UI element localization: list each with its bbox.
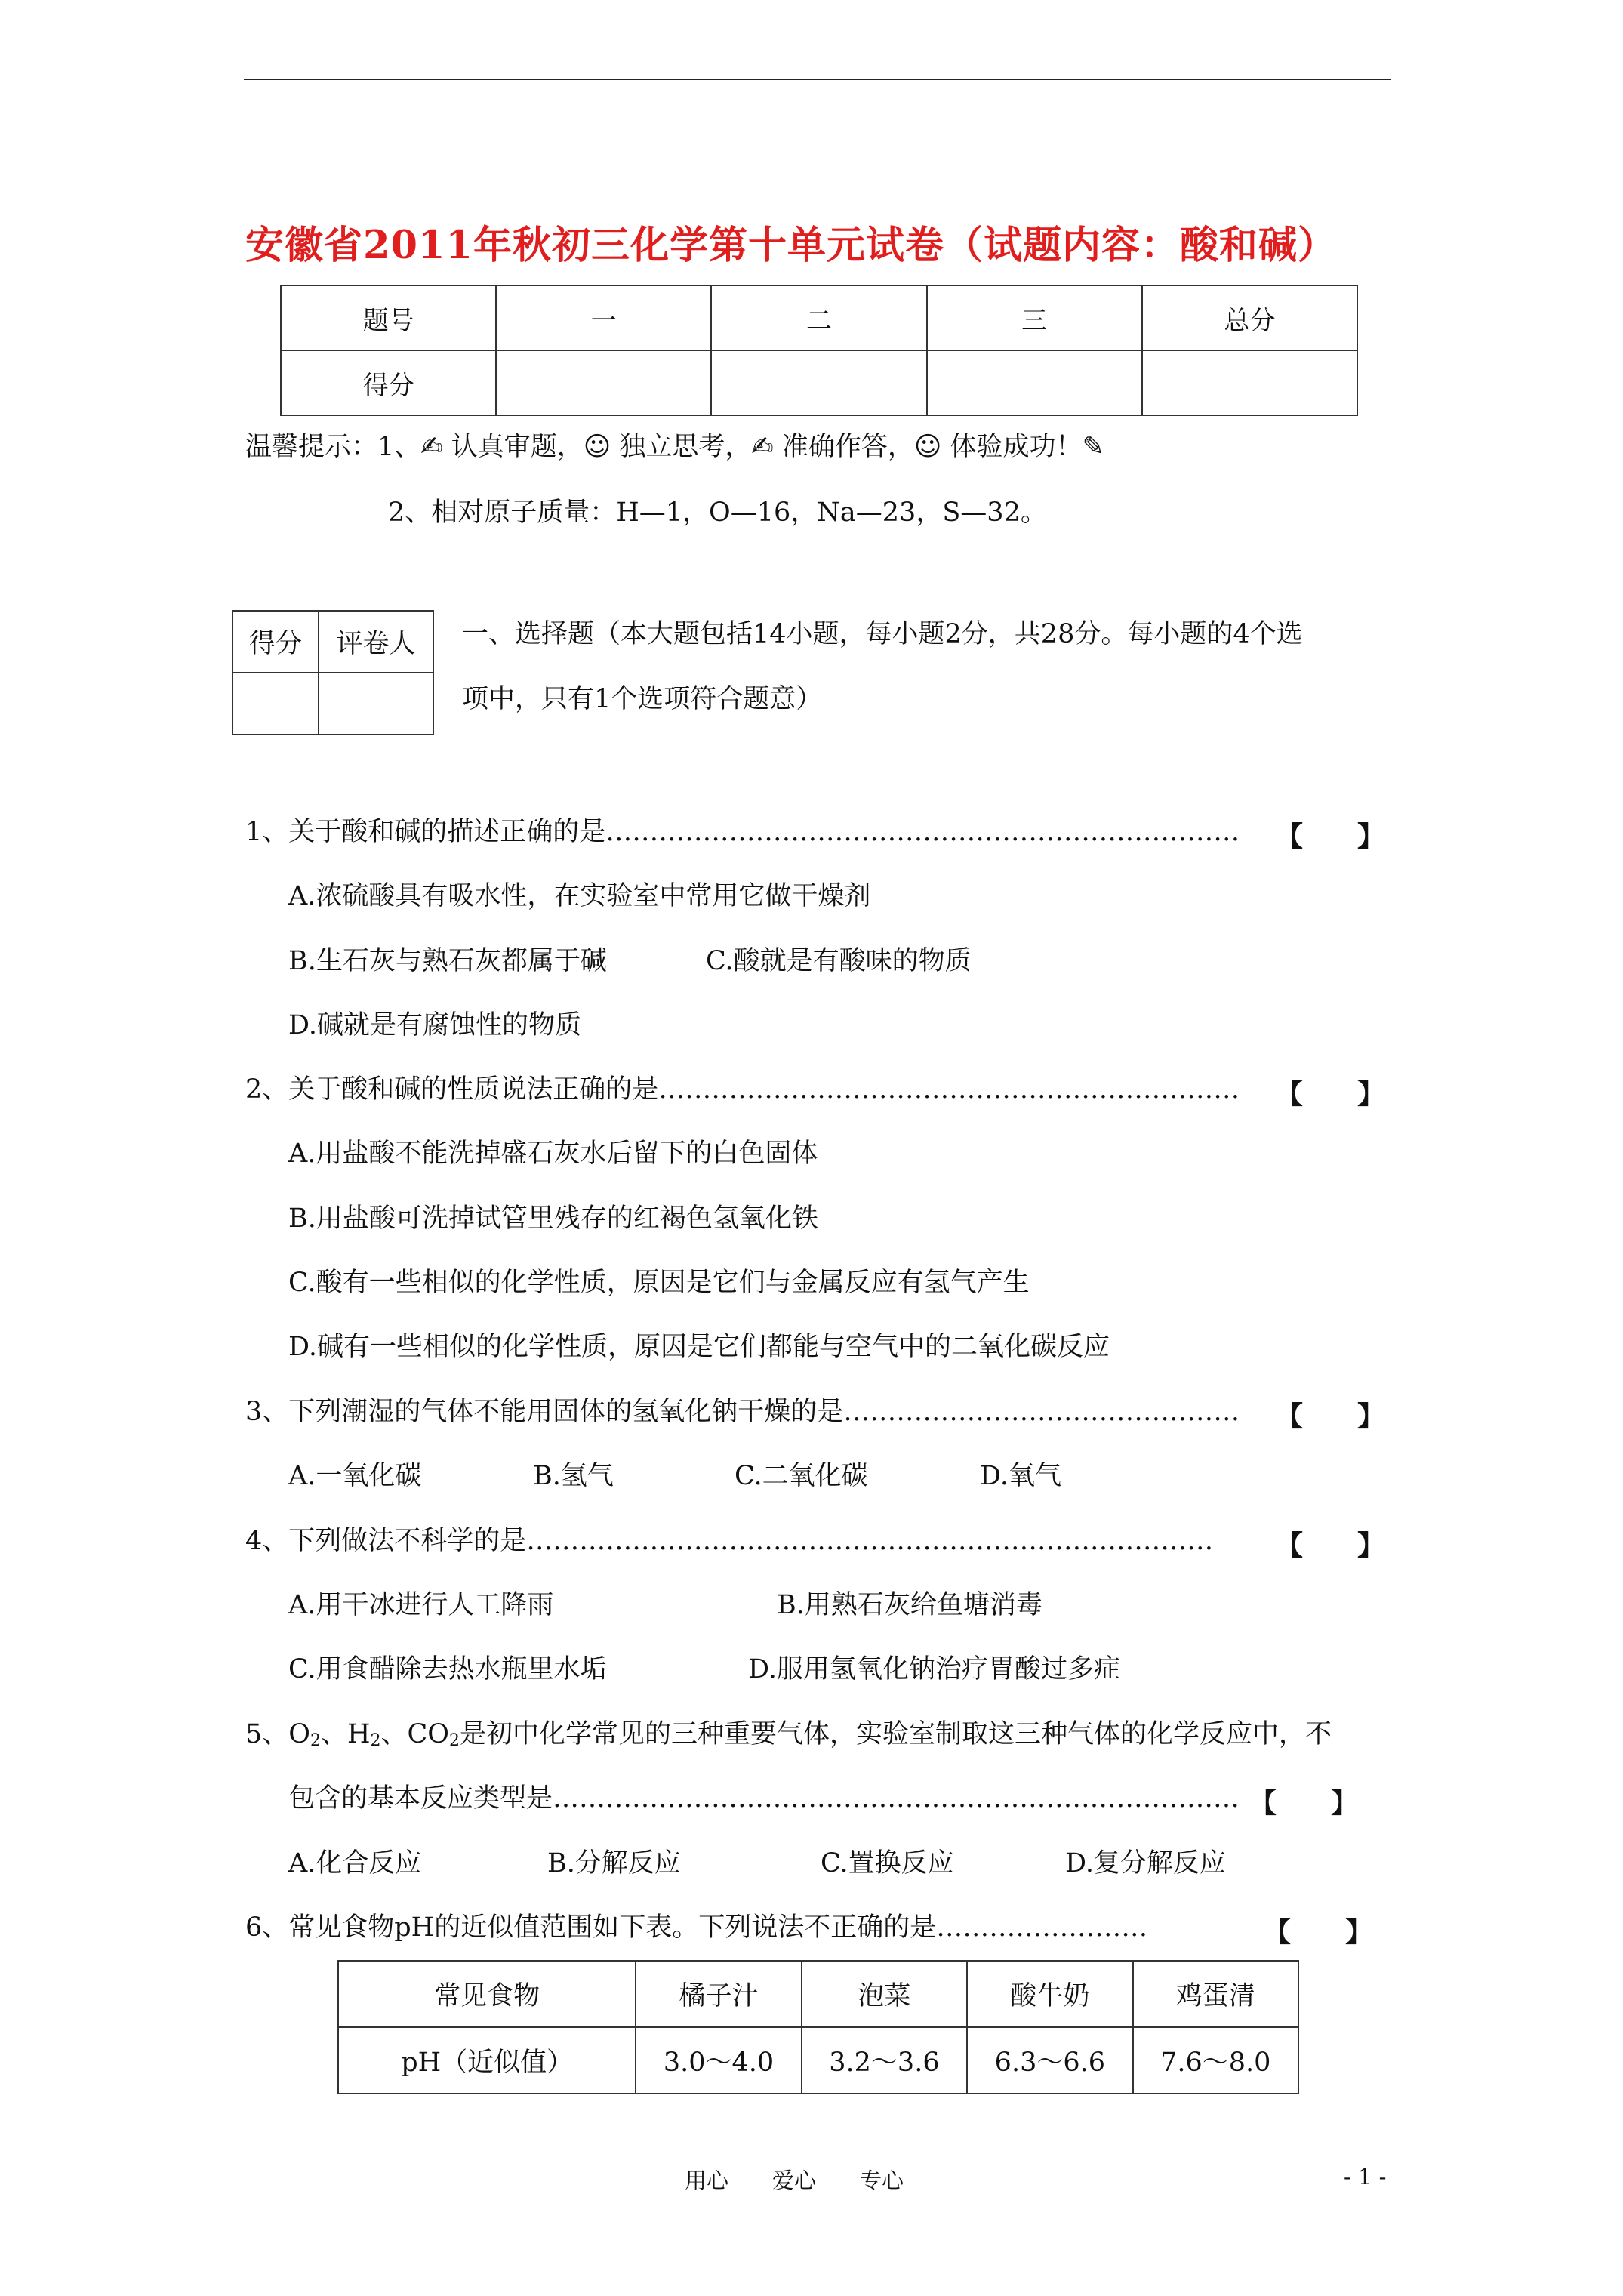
tips-line-2: 2、相对原子质量：H—1，O—16，Na—23，S—32。 <box>388 498 1047 528</box>
ph-header-cell: 泡菜 <box>802 1961 967 2027</box>
question-3-option-b: B.氢气 <box>533 1461 614 1491</box>
question-2-option-c: C.酸有一些相似的化学性质，原因是它们与金属反应有氢气产生 <box>288 1268 1030 1298</box>
score-cell-empty <box>496 350 711 415</box>
q5-text: 5、O <box>245 1719 310 1749</box>
ph-header-cell: 橘子汁 <box>636 1961 801 2027</box>
q5-text: 、CO <box>380 1719 449 1749</box>
header-rule <box>244 79 1391 80</box>
question-2-option-d: D.碱有一些相似的化学性质，原因是它们都能与空气中的二氧化碳反应 <box>288 1332 1110 1362</box>
ph-value-cell: 3.0～4.0 <box>636 2027 801 2094</box>
question-1-stem: 1、关于酸和碱的描述正确的是……………………………………………………………… <box>245 817 1240 847</box>
ph-value-cell: 7.6～8.0 <box>1133 2027 1298 2094</box>
question-2-option-a: A.用盐酸不能洗掉盛石灰水后留下的白色固体 <box>288 1139 818 1169</box>
question-3-option-d: D.氧气 <box>980 1461 1061 1491</box>
section-line-1: 一、选择题（本大题包括14小题，每小题2分，共28分。每小题的4个选 <box>462 619 1303 649</box>
question-5-option-d: D.复分解反应 <box>1065 1848 1226 1878</box>
answer-bracket: 【 】 <box>1276 1079 1385 1110</box>
page-number: - 1 - <box>1344 2164 1387 2190</box>
tips-text: 独立思考， <box>611 432 752 462</box>
question-4-option-a: A.用干冰进行人工降雨 <box>288 1590 554 1620</box>
answer-bracket: 【 】 <box>1276 1530 1385 1561</box>
question-2-option-b: B.用盐酸可洗掉试管里残存的红褐色氢氧化铁 <box>288 1203 818 1234</box>
question-5-stem <box>245 1718 1332 1758</box>
question-1-option-c: C.酸就是有酸味的物质 <box>706 946 972 976</box>
ph-table <box>337 1960 1299 2094</box>
answer-bracket: 【 】 <box>1276 821 1385 852</box>
subscript: 2 <box>310 1731 321 1750</box>
question-1-option-a: A.浓硫酸具有吸水性，在实验室中常用它做干燥剂 <box>288 881 871 911</box>
question-5-option-b: B.分解反应 <box>547 1848 681 1878</box>
score-table-score-row <box>281 350 1357 415</box>
q5-text: 、H <box>320 1719 371 1749</box>
score-header-cell: 题号 <box>281 285 496 350</box>
writing-hand-icon: ✍ <box>751 432 774 462</box>
question-4-option-c: C.用食醋除去热水瓶里水垢 <box>288 1654 607 1684</box>
subscript: 2 <box>448 1731 460 1750</box>
answer-bracket: 【 】 <box>1276 1401 1385 1432</box>
ph-value-cell: 3.2～3.6 <box>802 2027 967 2094</box>
grader-name-label: 评卷人 <box>319 611 433 673</box>
score-row-label: 得分 <box>281 350 496 415</box>
question-5-option-c: C.置换反应 <box>821 1848 954 1878</box>
q5-text: 是初中化学常见的三种重要气体，实验室制取这三种气体的化学反应中，不 <box>459 1719 1332 1749</box>
question-3-stem: 3、下列潮湿的气体不能用固体的氢氧化钠干燥的是……………………………………… <box>245 1397 1240 1427</box>
question-6-stem: 6、常见食物pH的近似值范围如下表。下列说法不正确的是…………………… <box>245 1912 1148 1943</box>
question-4-option-d: D.服用氢氧化钠治疗胃酸过多症 <box>748 1654 1120 1684</box>
question-3-option-a: A.一氧化碳 <box>288 1461 422 1491</box>
grader-score-cell <box>233 673 319 735</box>
score-cell-empty <box>1142 350 1357 415</box>
tips-text: 准确作答， <box>773 432 914 462</box>
grader-name-cell <box>319 673 433 735</box>
tips-text: 体验成功！ <box>941 432 1083 462</box>
question-1-option-d: D.碱就是有腐蚀性的物质 <box>288 1010 581 1040</box>
grader-score-label: 得分 <box>233 611 319 673</box>
smiley-icon: ☺ <box>913 432 942 462</box>
question-1-option-b: B.生石灰与熟石灰都属于碱 <box>288 946 607 976</box>
page-title: 安徽省2011年秋初三化学第十单元试卷（试题内容：酸和碱） <box>245 223 1337 268</box>
score-header-cell: 二 <box>711 285 926 350</box>
ph-header-cell: 常见食物 <box>338 1961 636 2027</box>
pencil-icon: ✎ <box>1082 432 1104 462</box>
ph-table-header-row <box>338 1961 1298 2027</box>
smiley-icon: ☺ <box>583 432 611 462</box>
writing-hand-icon: ✍ <box>420 432 443 462</box>
grader-table <box>232 610 434 735</box>
ph-row-label: pH（近似值） <box>338 2027 636 2094</box>
score-table-header-row <box>281 285 1357 350</box>
score-header-cell: 一 <box>496 285 711 350</box>
ph-header-cell: 鸡蛋清 <box>1133 1961 1298 2027</box>
question-3-option-c: C.二氧化碳 <box>735 1461 868 1491</box>
question-5-stem-line-2: 包含的基本反应类型是…………………………………………………………………… <box>288 1783 1240 1814</box>
footer-motto: 用心 爱心 专心 <box>685 2168 904 2193</box>
ph-table-value-row <box>338 2027 1298 2094</box>
score-cell-empty <box>711 350 926 415</box>
score-cell-empty <box>927 350 1142 415</box>
question-4-option-b: B.用熟石灰给鱼塘消毒 <box>777 1590 1042 1620</box>
score-header-cell: 三 <box>927 285 1142 350</box>
question-5-option-a: A.化合反应 <box>288 1848 422 1878</box>
question-4-stem: 4、下列做法不科学的是…………………………………………………………………… <box>245 1526 1214 1556</box>
section-line-2: 项中，只有1个选项符合题意） <box>462 684 823 714</box>
ph-header-cell: 酸牛奶 <box>967 1961 1132 2027</box>
score-header-cell: 总分 <box>1142 285 1357 350</box>
answer-bracket: 【 】 <box>1264 1917 1373 1948</box>
tips-line-1 <box>245 430 1104 464</box>
score-table <box>280 285 1358 416</box>
ph-value-cell: 6.3～6.6 <box>967 2027 1132 2094</box>
section-heading <box>462 618 1398 716</box>
tips-prefix: 温馨提示：1、 <box>245 432 421 462</box>
subscript: 2 <box>370 1731 381 1750</box>
question-2-stem: 2、关于酸和碱的性质说法正确的是………………………………………………………… <box>245 1074 1240 1105</box>
answer-bracket: 【 】 <box>1249 1788 1359 1819</box>
tips-text: 认真审题， <box>442 432 584 462</box>
